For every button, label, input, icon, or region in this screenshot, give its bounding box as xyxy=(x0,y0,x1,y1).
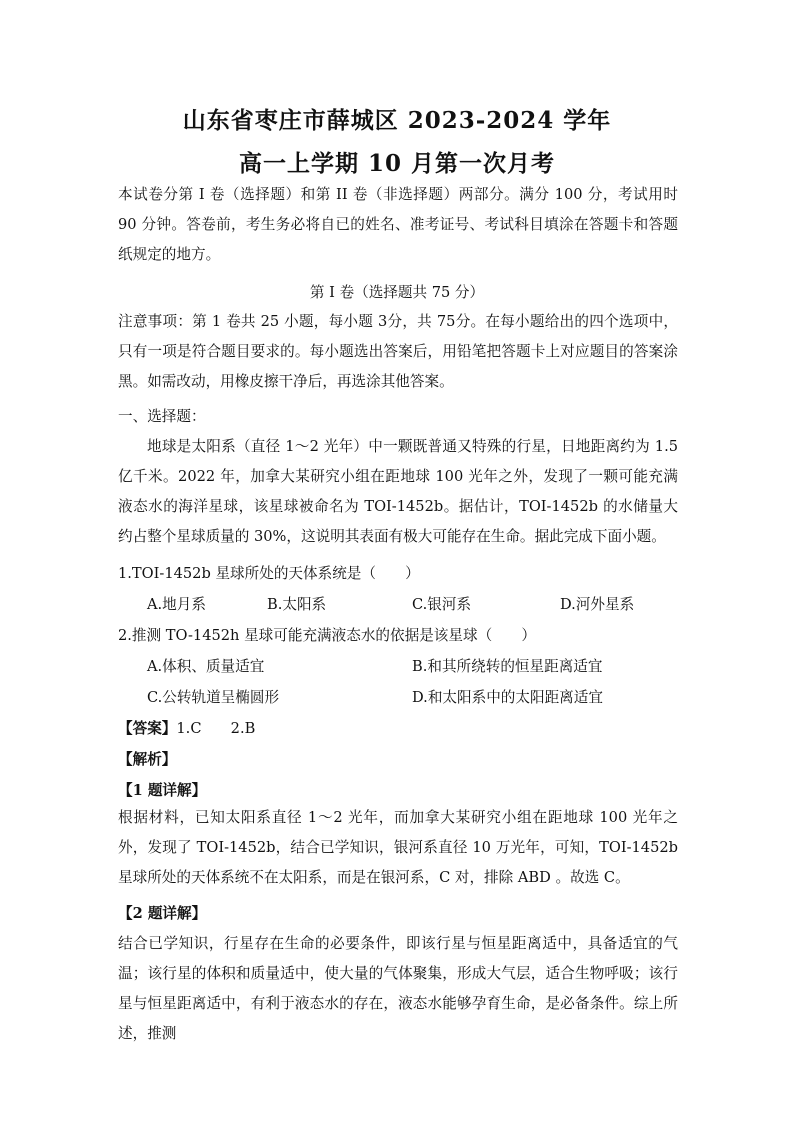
question-2-option-a: A.体积、质量适宜 xyxy=(147,658,265,675)
exam-title-line2: 高一上学期 10 月第一次月考 xyxy=(238,150,556,177)
part-heading: 一、选择题： xyxy=(118,408,206,425)
question-2-option-c: C.公转轨道呈椭圆形 xyxy=(147,689,280,706)
question-2-option-b: B.和其所绕转的恒星距离适宜 xyxy=(412,658,603,675)
exam-title-line1: 山东省枣庄市薛城区 2023-2024 学年 xyxy=(182,107,612,134)
detail-2-label: 【2 题详解】 xyxy=(118,905,207,922)
question-2-stem: 2.推测 TO-1452h 星球可能充满液态水的依据是该星球（ ） xyxy=(118,627,536,644)
notice-paragraph: 注意事项：第 1 卷共 25 小题，每小题 3分，共 75分。在每小题给出的四个选项中，只有一项是符合题目要求的。每小题选出答案后，用铅笔把答题卡上对应题目的答案涂黑。如需改动，用橡皮擦干净后，再选涂其他答案。 xyxy=(118,313,678,390)
passage-paragraph: 地球是太阳系（直径 1～2 光年）中一颗既普通又特殊的行星，日地距离约为 1.5 亿千米。2022 年，加拿大某研究小组在距地球 100 光年之外，发现了一颗可能充满液态水的海洋星球，该星球被命名为 TOI-1452b。据估计，TOI-1452b 的水储量大约占整个星球质量的 30%，这说明其表面有极大可能存在生命。据此完成下面小题。 xyxy=(118,438,678,545)
question-1-option-b: B.太阳系 xyxy=(267,596,327,613)
detail-2-text: 结合已学知识，行星存在生命的必要条件，即该行星与恒星距离适中，具备适宜的气温；该行星的体积和质量适中，使大量的气体聚集，形成大气层，适合生物呼吸；该行星与恒星距离适中，有利于液态水的存在，液态水能够孕育生命，是必备条件。综上所述，推测 xyxy=(118,935,678,1042)
answer-value: 1.C 2.B xyxy=(176,720,256,737)
detail-1-text: 根据材料，已知太阳系直径 1～2 光年，而加拿大某研究小组在距地球 100 光年之外，发现了 TOI-1452b，结合已学知识，银河系直径 10 万光年，可知，TOI-1452b 星球所处的天体系统不在太阳系，而是在银河系，C 对，排除 ABD 。故选 C。 xyxy=(118,809,678,886)
question-1-option-d: D.河外星系 xyxy=(560,596,635,613)
detail-1-label: 【1 题详解】 xyxy=(118,782,207,799)
analysis-label: 【解析】 xyxy=(118,751,177,768)
answer-line xyxy=(118,717,255,738)
question-1-option-a: A.地月系 xyxy=(147,596,206,613)
question-2-option-d: D.和太阳系中的太阳距离适宜 xyxy=(412,689,603,706)
intro-paragraph: 本试卷分第 I 卷（选择题）和第 II 卷（非选择题）两部分。满分 100 分，考试用时 90 分钟。答卷前，考生务必将自已的姓名、准考证号、考试科目填涂在答题卡和答题纸规定的地方。 xyxy=(118,186,678,263)
answer-label: 【答案】 xyxy=(118,720,177,737)
question-1-stem: 1.TOI-1452b 星球所处的天体系统是（ ） xyxy=(118,565,420,582)
question-1-option-c: C.银河系 xyxy=(412,596,472,613)
section1-heading: 第 I 卷（选择题共 75 分） xyxy=(309,284,485,301)
